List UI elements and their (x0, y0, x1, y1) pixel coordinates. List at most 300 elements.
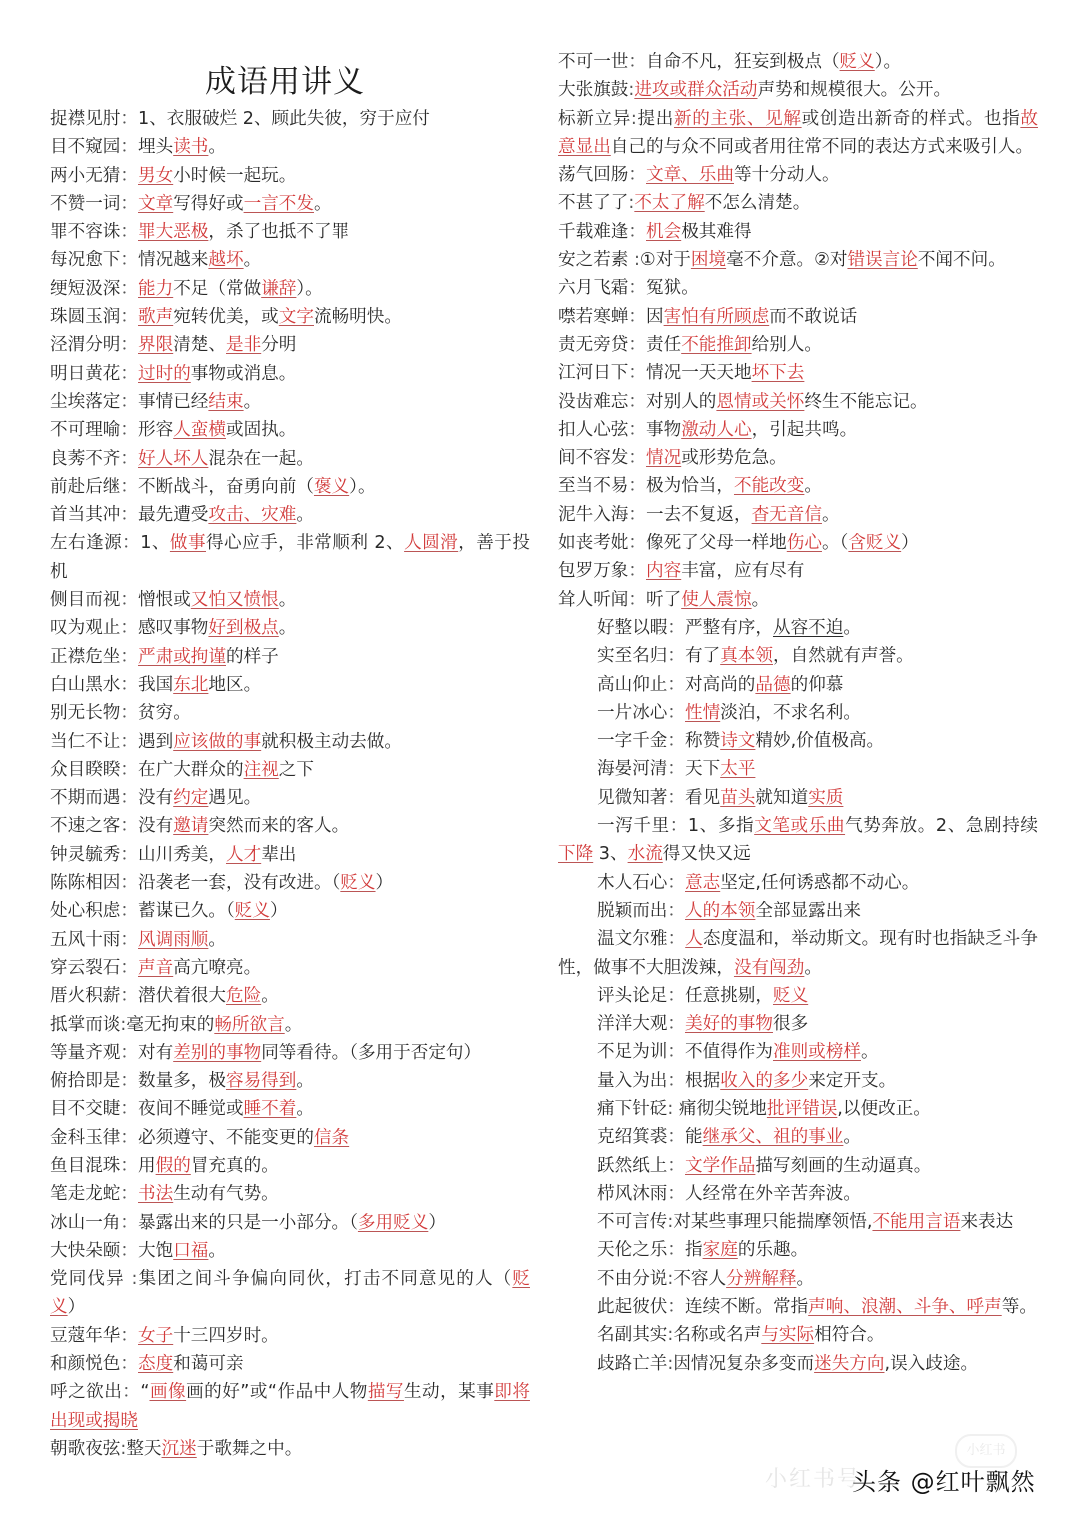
definition-text: 高亢嘹亮。 (173, 957, 262, 978)
idiom-term: 克绍箕裘 (597, 1127, 668, 1148)
highlighted-keyword: 东北 (173, 674, 209, 695)
definition-text: 。 (208, 137, 227, 158)
definition-text: ）。 (874, 52, 902, 72)
separator: ： (628, 448, 646, 469)
idiom-entry (558, 1265, 1038, 1293)
definition-text: 集团之间斗争偏向同伙，打击不同意见的人（ (137, 1269, 513, 1290)
idiom-term: 不可言传 (597, 1212, 668, 1233)
highlighted-keyword: 越坏 (208, 250, 244, 271)
separator: ： (667, 674, 685, 695)
definition-text: 事情已经 (138, 391, 209, 412)
idiom-entry (558, 1152, 1038, 1180)
highlighted-keyword: 机会 (646, 221, 682, 242)
highlighted-keyword: 女子 (138, 1325, 174, 1346)
idiom-entry (558, 1010, 1038, 1038)
highlighted-keyword: 谦辞 (261, 278, 297, 299)
separator: ： (667, 759, 685, 780)
definition-text: 之下 (278, 759, 314, 780)
definition-text: 。 (278, 618, 297, 639)
definition-text: 。 (313, 193, 332, 214)
highlighted-keyword: 故意显出 (558, 108, 1038, 157)
separator: ： (628, 363, 646, 384)
definition-text: 或形势危急。 (681, 448, 787, 469)
definition-text: 毫无拘束的 (126, 1014, 215, 1035)
idiom-entry (558, 897, 1038, 925)
idiom-term: 绠短汲深 (50, 278, 121, 299)
definition-text: 根据 (685, 1070, 721, 1091)
highlighted-keyword: 即将出现或揭晓 (50, 1382, 530, 1431)
idiom-term: 好整以暇 (597, 617, 668, 638)
highlighted-keyword: 应该做的事 (173, 731, 262, 752)
highlighted-keyword: 害怕有所顾虑 (663, 306, 770, 327)
separator: ： (120, 505, 138, 526)
definition-text: 。 (208, 929, 226, 950)
separator: ： (667, 617, 685, 638)
definition-text: 整天 (126, 1438, 162, 1459)
underlined-text: 从容不迫 (772, 617, 844, 638)
separator: ： (120, 957, 138, 978)
separator: ： (667, 1127, 685, 1148)
idiom-entry (558, 671, 1038, 699)
idiom-term: 不甚了了 (558, 193, 629, 214)
idiom-term: 没齿难忘 (558, 391, 629, 412)
definition-text: 对高尚的 (685, 674, 756, 695)
idiom-entry (50, 1124, 530, 1152)
definition-text: 不闻不问。 (917, 250, 1006, 271)
idiom-entry (558, 48, 1038, 76)
highlighted-keyword: 能力 (138, 278, 174, 299)
separator: ： (120, 1071, 138, 1092)
definition-text: 在广大群众的 (138, 759, 244, 780)
separator: ： (667, 1297, 685, 1318)
highlighted-keyword: 文字 (278, 307, 314, 328)
definition-text: 流畅明快。 (313, 307, 402, 328)
highlighted-keyword: 严肃或拘谨 (138, 646, 226, 667)
highlighted-keyword: 贬义 (50, 1269, 530, 1318)
definition-text: 能 (685, 1127, 703, 1148)
definition-text: 埋头 (138, 137, 174, 158)
idiom-term: 党同伐异 (50, 1269, 125, 1290)
definition-text: 。 (843, 1127, 861, 1148)
highlighted-keyword: 歌声 (138, 307, 174, 328)
definition-text: 没有 (138, 788, 174, 809)
highlighted-keyword: 品德 (755, 674, 791, 695)
separator: ： (628, 589, 646, 610)
idiom-entry (558, 784, 1038, 812)
separator: ： (667, 787, 685, 808)
idiom-entry (558, 416, 1038, 444)
idiom-entry (558, 218, 1038, 246)
highlighted-keyword: 一言不发 (243, 193, 314, 214)
idiom-term: 天伦之乐 (597, 1240, 668, 1261)
highlighted-keyword: 实质 (808, 787, 844, 808)
separator: : (667, 1212, 674, 1233)
attribution-label: 头条 @红叶飘然 (852, 1468, 1036, 1496)
definition-text: 。 (261, 986, 279, 1007)
idiom-term: 鱼目混珠 (50, 1155, 121, 1176)
definition-text: 态度温和，举动斯文。现有时也指缺乏斗争性，做事不大胆泼辣， (558, 929, 1038, 978)
separator: ： (667, 929, 686, 950)
definition-text: 宛转优美，或 (173, 307, 279, 328)
highlighted-keyword: 多用贬义 (357, 1212, 429, 1233)
idiom-entry (50, 388, 530, 416)
separator: ： (628, 52, 646, 72)
separator: ： (667, 1014, 685, 1035)
idiom-term: 陈陈相因 (50, 873, 121, 894)
highlighted-keyword: 水流 (627, 844, 663, 865)
highlighted-keyword: 结束 (208, 391, 244, 412)
separator: ： (628, 165, 646, 186)
idiom-term: 跃然纸上 (597, 1155, 668, 1176)
idiom-term: 噤若寒蝉 (558, 306, 629, 327)
separator: ： (120, 165, 138, 186)
highlighted-keyword: 畅所欲言 (214, 1014, 285, 1035)
separator: ： (628, 334, 646, 355)
idiom-term: 名副其实 (597, 1325, 668, 1346)
separator: ： (122, 1382, 141, 1403)
definition-text: 。 (243, 391, 262, 412)
separator: : (630, 108, 637, 129)
highlighted-keyword: 做事 (169, 533, 206, 554)
separator: ： (120, 590, 138, 611)
idiom-entry (558, 925, 1038, 982)
separator: ： (628, 504, 646, 525)
idiom-term: 大张旗鼓 (558, 80, 629, 101)
idiom-entry (558, 472, 1038, 500)
idiom-term: 一片冰心 (597, 702, 668, 723)
definition-text: 混杂在一起。 (208, 448, 314, 469)
idiom-entry (50, 162, 530, 190)
definition-text: 名称或名声 (673, 1325, 762, 1346)
definition-text: 。 (860, 1042, 879, 1063)
idiom-term: 等量齐观 (50, 1042, 121, 1063)
definition-text: 来定开支。 (808, 1070, 897, 1091)
separator: ： (120, 929, 138, 950)
separator: : (124, 1269, 138, 1290)
idiom-term: 金科玉律 (50, 1127, 121, 1148)
highlighted-keyword: 贬义 (839, 52, 875, 72)
separator: ： (120, 788, 138, 809)
highlighted-keyword: 不太了解 (634, 193, 705, 214)
idiom-entry (558, 699, 1038, 727)
idiom-entry (50, 614, 530, 642)
idiom-term: 目不交睫 (50, 1099, 121, 1120)
highlighted-keyword: 好人坏人 (138, 448, 209, 469)
definition-text: 的乐趣。 (737, 1240, 809, 1261)
definition-text: 的样子 (225, 646, 279, 667)
separator: : (628, 250, 640, 271)
idiom-term: 每况愈下 (50, 250, 121, 271)
idiom-term: 珠圆玉润 (50, 307, 121, 328)
definition-text: 最先遭受 (138, 505, 209, 526)
idiom-term: 良莠不齐 (50, 448, 121, 469)
separator: ： (120, 1240, 138, 1261)
highlighted-keyword: 褒义 (313, 476, 350, 497)
separator: ： (120, 901, 138, 922)
idiom-entry (558, 1236, 1038, 1264)
idiom-term: 五风十雨 (50, 929, 121, 950)
idiom-term: 量入为出 (597, 1070, 668, 1091)
definition-text: 暴露出来的只是一小部分。（ (138, 1212, 358, 1233)
definition-text: 痛彻尖锐地 (678, 1098, 767, 1119)
idiom-entry (558, 1123, 1038, 1151)
separator: ： (120, 278, 138, 299)
idiom-entry (50, 1067, 530, 1095)
idiom-entry (50, 756, 530, 784)
highlighted-keyword: 分辨解释 (726, 1268, 797, 1289)
idiom-term: 众目睽睽 (50, 759, 121, 780)
definition-text: ） (901, 533, 919, 554)
highlighted-keyword: 内容 (646, 561, 682, 582)
definition-text: 情况一天天地 (646, 363, 752, 384)
idiom-entry (50, 1237, 530, 1265)
definition-text: 冤狱。 (646, 278, 699, 299)
definition-text: 来表达 (960, 1212, 1014, 1233)
definition-text: 。 (751, 589, 770, 610)
definition-text: 而不敢说话 (769, 306, 858, 327)
separator: ： (120, 703, 138, 724)
definition-text: ） (67, 1297, 86, 1318)
idiom-entry (558, 614, 1038, 642)
idiom-entry (558, 246, 1038, 274)
idiom-list-right (558, 48, 1038, 1378)
definition-text: 就积极主动去做。 (261, 731, 402, 752)
idiom-term: 左右逢源 (50, 533, 123, 554)
highlighted-keyword: 没有闯劲 (733, 957, 805, 978)
definition-text: 等十分动人。 (733, 165, 840, 186)
idiom-term: 罪不容诛 (50, 222, 121, 243)
separator: ： (628, 278, 646, 299)
highlighted-keyword: 书法 (138, 1184, 174, 1205)
definition-text: 1、多指 (687, 816, 755, 837)
idiom-entry (558, 303, 1038, 331)
idiom-term: 白山黑水 (50, 674, 121, 695)
idiom-entry (50, 728, 530, 756)
definition-text: ,以便改正。 (837, 1098, 931, 1119)
highlighted-keyword: 文章 (138, 193, 174, 214)
highlighted-keyword: 注视 (243, 759, 279, 780)
separator: ： (120, 1155, 138, 1176)
definition-text: 气势奔放。2、急剧持续 (845, 816, 1038, 837)
separator: ： (120, 646, 138, 667)
definition-text: 得又快又远 (662, 844, 751, 865)
highlighted-keyword: 画像 (149, 1382, 187, 1403)
idiom-term: 标新立异 (558, 108, 631, 129)
highlighted-keyword: 人的本领 (685, 900, 756, 921)
idiom-entry (50, 671, 530, 699)
highlighted-keyword: 激动人心 (681, 419, 752, 440)
definition-text: 3、 (593, 844, 628, 865)
idiom-entry (558, 189, 1038, 217)
definition-text: 因情况复杂多变而 (673, 1353, 815, 1374)
idiom-entry (50, 360, 530, 388)
highlighted-keyword: 贬义 (234, 901, 270, 922)
separator: ： (667, 702, 685, 723)
idiom-term: 责无旁贷 (558, 334, 629, 355)
definition-text: 天下 (685, 759, 721, 780)
highlighted-keyword: 睡不着 (243, 1099, 297, 1120)
highlighted-keyword: 差别的事物 (173, 1042, 262, 1063)
definition-text: 责任 (646, 334, 682, 355)
highlighted-keyword: 约定 (173, 788, 209, 809)
idiom-entry (558, 812, 1038, 869)
separator: ： (628, 533, 646, 554)
idiom-term: 厝火积薪 (50, 986, 121, 1007)
definition-text: 数量多，极 (138, 1071, 226, 1092)
idiom-entry (558, 586, 1038, 614)
highlighted-keyword: 与实际 (761, 1325, 815, 1346)
definition-text: ）。 (296, 278, 323, 299)
separator: ： (628, 419, 646, 440)
idiom-term: 扣人心弦 (558, 419, 629, 440)
idiom-term: 千载难逢 (558, 221, 629, 242)
definition-text: ①对于 (639, 250, 691, 271)
idiom-entry (50, 643, 530, 671)
idiom-entry (50, 445, 530, 473)
separator: ： (667, 1042, 685, 1063)
definition-text: 声势和规模很大。公开。 (757, 80, 952, 101)
idiom-term: 处心积虑 (50, 901, 121, 922)
highlighted-keyword: 坏下去 (751, 363, 805, 384)
definition-text: 。 (804, 957, 822, 978)
definition-text: 和蔼可亲 (173, 1354, 244, 1375)
separator: ： (667, 900, 685, 921)
idiom-term: 正襟危坐 (50, 646, 121, 667)
definition-text: ,误入歧途。 (884, 1353, 979, 1374)
idiom-entry (50, 303, 530, 331)
idiom-term: 两小无猜 (50, 165, 121, 186)
highlighted-keyword: 好到极点 (208, 618, 279, 639)
highlighted-keyword: 文章、乐曲 (646, 165, 734, 186)
definition-text: 一去不复返， (646, 504, 752, 525)
idiom-entry (558, 444, 1038, 472)
idiom-entry (50, 501, 530, 529)
idiom-term: 至当不易 (558, 476, 629, 497)
idiom-entry (50, 869, 530, 897)
highlighted-keyword: 准则或榜样 (772, 1042, 861, 1063)
idiom-term: 脱颖而出 (597, 900, 668, 921)
idiom-entry (558, 388, 1038, 416)
definition-text: 提出 (636, 108, 674, 129)
separator: ： (667, 646, 685, 667)
idiom-entry (50, 416, 530, 444)
idiom-term: 叹为观止 (50, 618, 121, 639)
highlighted-keyword: 太平 (720, 759, 756, 780)
separator: ： (120, 674, 138, 695)
highlighted-keyword: 进攻或群众活动 (634, 80, 758, 101)
definition-text: 坚定,任何诱惑都不动心。 (720, 872, 920, 893)
highlighted-keyword: 危险 (225, 986, 262, 1007)
definition-text: 相符合。 (814, 1325, 885, 1346)
definition-text: 地区。 (208, 674, 262, 695)
definition-text: 清楚、 (173, 335, 226, 356)
definition-text: 。 (208, 1240, 227, 1261)
definition-text: 像死了父母一样地 (646, 533, 787, 554)
definition-text: ，引起共鸣。 (751, 419, 858, 440)
separator: ： (669, 816, 688, 837)
idiom-entry (50, 105, 530, 133)
idiom-term: 不可一世 (558, 52, 629, 72)
definition-text: 画的好”或“作品中人物 (186, 1382, 368, 1403)
separator: ： (120, 363, 138, 384)
idiom-entry (50, 473, 530, 501)
separator: ： (667, 872, 685, 893)
definition-text: 没有 (138, 816, 174, 837)
definition-text: 我国 (138, 674, 174, 695)
definition-text: 生动有气势。 (173, 1184, 279, 1205)
definition-text: 看见 (685, 787, 721, 808)
highlighted-keyword: 界限 (138, 335, 174, 356)
highlighted-keyword: 真本领 (720, 646, 773, 667)
watermark-badge: 小红书 (955, 1434, 1017, 1468)
separator: ： (120, 250, 138, 271)
idiom-term: 首当其冲 (50, 505, 121, 526)
highlighted-keyword: 诗文 (720, 731, 756, 752)
separator: ： (120, 1354, 138, 1375)
definition-text: 描写刻画的生动逼真。 (755, 1155, 932, 1176)
idiom-term: 别无长物 (50, 703, 121, 724)
definition-text: 对有 (138, 1042, 174, 1063)
idiom-term: 评头论足 (597, 985, 668, 1006)
definition-text: 给别人。 (751, 334, 822, 355)
definition-text: 事物 (646, 419, 682, 440)
highlighted-keyword: 读书 (173, 137, 209, 158)
highlighted-keyword: 错误言论 (847, 250, 918, 271)
idiom-entry (50, 331, 530, 359)
separator: ： (120, 731, 138, 752)
definition-text: 辈出 (261, 844, 297, 865)
definition-text: ） (269, 901, 288, 922)
definition-text: 于歌舞之中。 (196, 1438, 303, 1459)
idiom-entry (50, 275, 530, 303)
highlighted-keyword: 人 (685, 929, 703, 950)
definition-text: 不怎么清楚。 (704, 193, 811, 214)
idiom-term: 一字千金 (597, 731, 668, 752)
highlighted-keyword: 伤心 (786, 533, 822, 554)
definition-text: 突然而来的客人。 (208, 816, 350, 837)
idiom-entry (558, 1095, 1038, 1123)
idiom-term: 高山仰止 (597, 674, 668, 695)
separator: ： (120, 844, 138, 865)
separator: : (628, 193, 635, 214)
definition-text: 。（ (821, 533, 849, 554)
definition-text: 丰富，应有尽有 (681, 561, 805, 582)
separator: : (667, 1268, 674, 1289)
idiom-entry (558, 1208, 1038, 1236)
idiom-entry (50, 841, 530, 869)
separator: ： (120, 618, 138, 639)
idiom-entry (50, 982, 530, 1010)
highlighted-keyword: 苗头 (720, 787, 756, 808)
separator: ： (120, 193, 138, 214)
definition-text: ）。 (349, 476, 376, 497)
idiom-term: 冰山一角 (50, 1212, 121, 1233)
definition-text: 严整有序， (685, 617, 773, 638)
definition-text: 山川秀美， (138, 844, 226, 865)
definition-text: 任意挑剔， (685, 985, 773, 1006)
idiom-term: 耸人听闻 (558, 589, 629, 610)
idiom-entry (50, 1095, 530, 1123)
definition-text: 。 (821, 504, 840, 525)
idiom-entry (558, 359, 1038, 387)
definition-text: 沿袭老一套，没有改进。（ (138, 873, 341, 894)
highlighted-keyword: 情况 (646, 448, 682, 469)
definition-text: 贫穷。 (138, 703, 191, 724)
highlighted-keyword: 声响、浪潮、斗争、呼声 (808, 1297, 1002, 1318)
separator: ： (120, 1325, 138, 1346)
highlighted-keyword: 声音 (138, 957, 174, 978)
highlighted-keyword: 迷失方向 (814, 1353, 885, 1374)
